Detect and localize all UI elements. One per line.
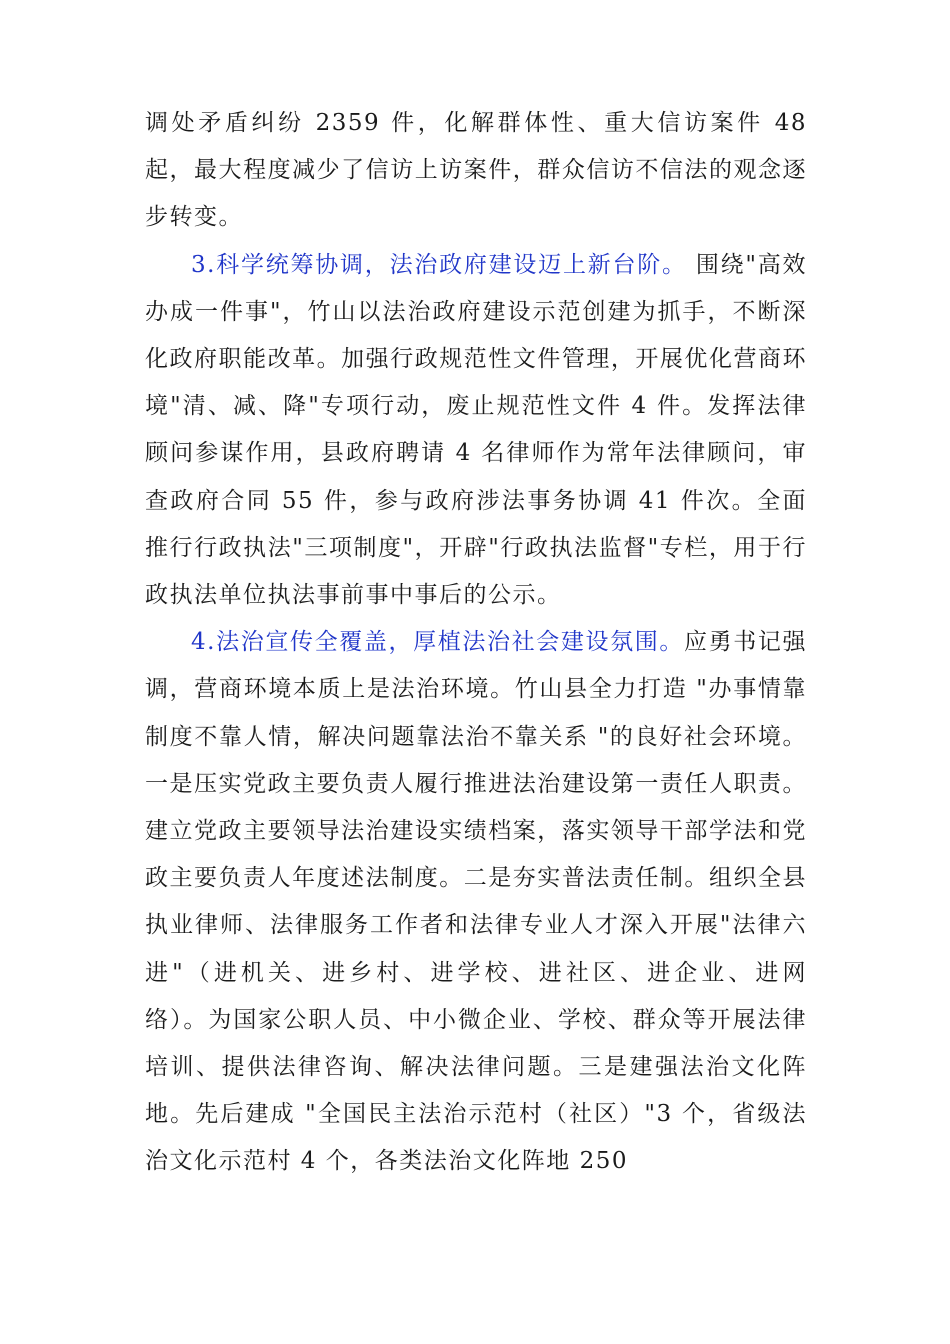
document-page [145, 100, 807, 1186]
section-heading-3: 3.科学统筹协调，法治政府建设迈上新台阶。 [191, 251, 687, 278]
paragraph-3-body: 应勇书记强调，营商环境本质上是法治环境。竹山县全力打造 "办事情靠制度不靠人情，解决问题靠法治不靠关系 "的良好社会环境。一是压实党政主要负责人履行推进法治建设第一责任人职责。建立党政主要领导法治建设实绩档案，落实领导干部学法和党政主要负责人年度述法制度。二是夯实普法责任制。组织全县执业律师、法律服务工作者和法律专业人才深入开展"法律六进"（进机关、进乡村、进学校、进社区、进企业、进网络）。为国家公职人员、中小微企业、学校、群众等开展法律培训、提供法律咨询、解决法律问题。三是建强法治文化阵地。先后建成 "全国民主法治示范村（社区）"3 个，省级法治文化示范村 4 个，各类法治文化阵地 250 [145, 629, 807, 1175]
paragraph-1: 调处矛盾纠纷 2359 件，化解群体性、重大信访案件 48 起，最大程度减少了信访上访案件，群众信访不信法的观念逐步转变。 [145, 110, 807, 231]
paragraph-2-body: 围绕"高效办成一件事"，竹山以法治政府建设示范创建为抓手，不断深化政府职能改革。加强行政规范性文件管理，开展优化营商环境"清、减、降"专项行动，废止规范性文件 4 件。发挥法律顾问参谋作用，县政府聘请 4 名律师作为常年法律顾问，审查政府合同 55 件，参与政府涉法事务协调 41 件次。全面推行行政执法"三项制度"，开辟"行政执法监督"专栏，用于行政执法单位执法事前事中事后的公示。 [145, 251, 808, 609]
paragraph-2 [145, 242, 807, 620]
section-heading-4: 4.法治宣传全覆盖，厚植法治社会建设氛围。 [191, 629, 684, 656]
paragraph-3 [145, 619, 807, 1185]
